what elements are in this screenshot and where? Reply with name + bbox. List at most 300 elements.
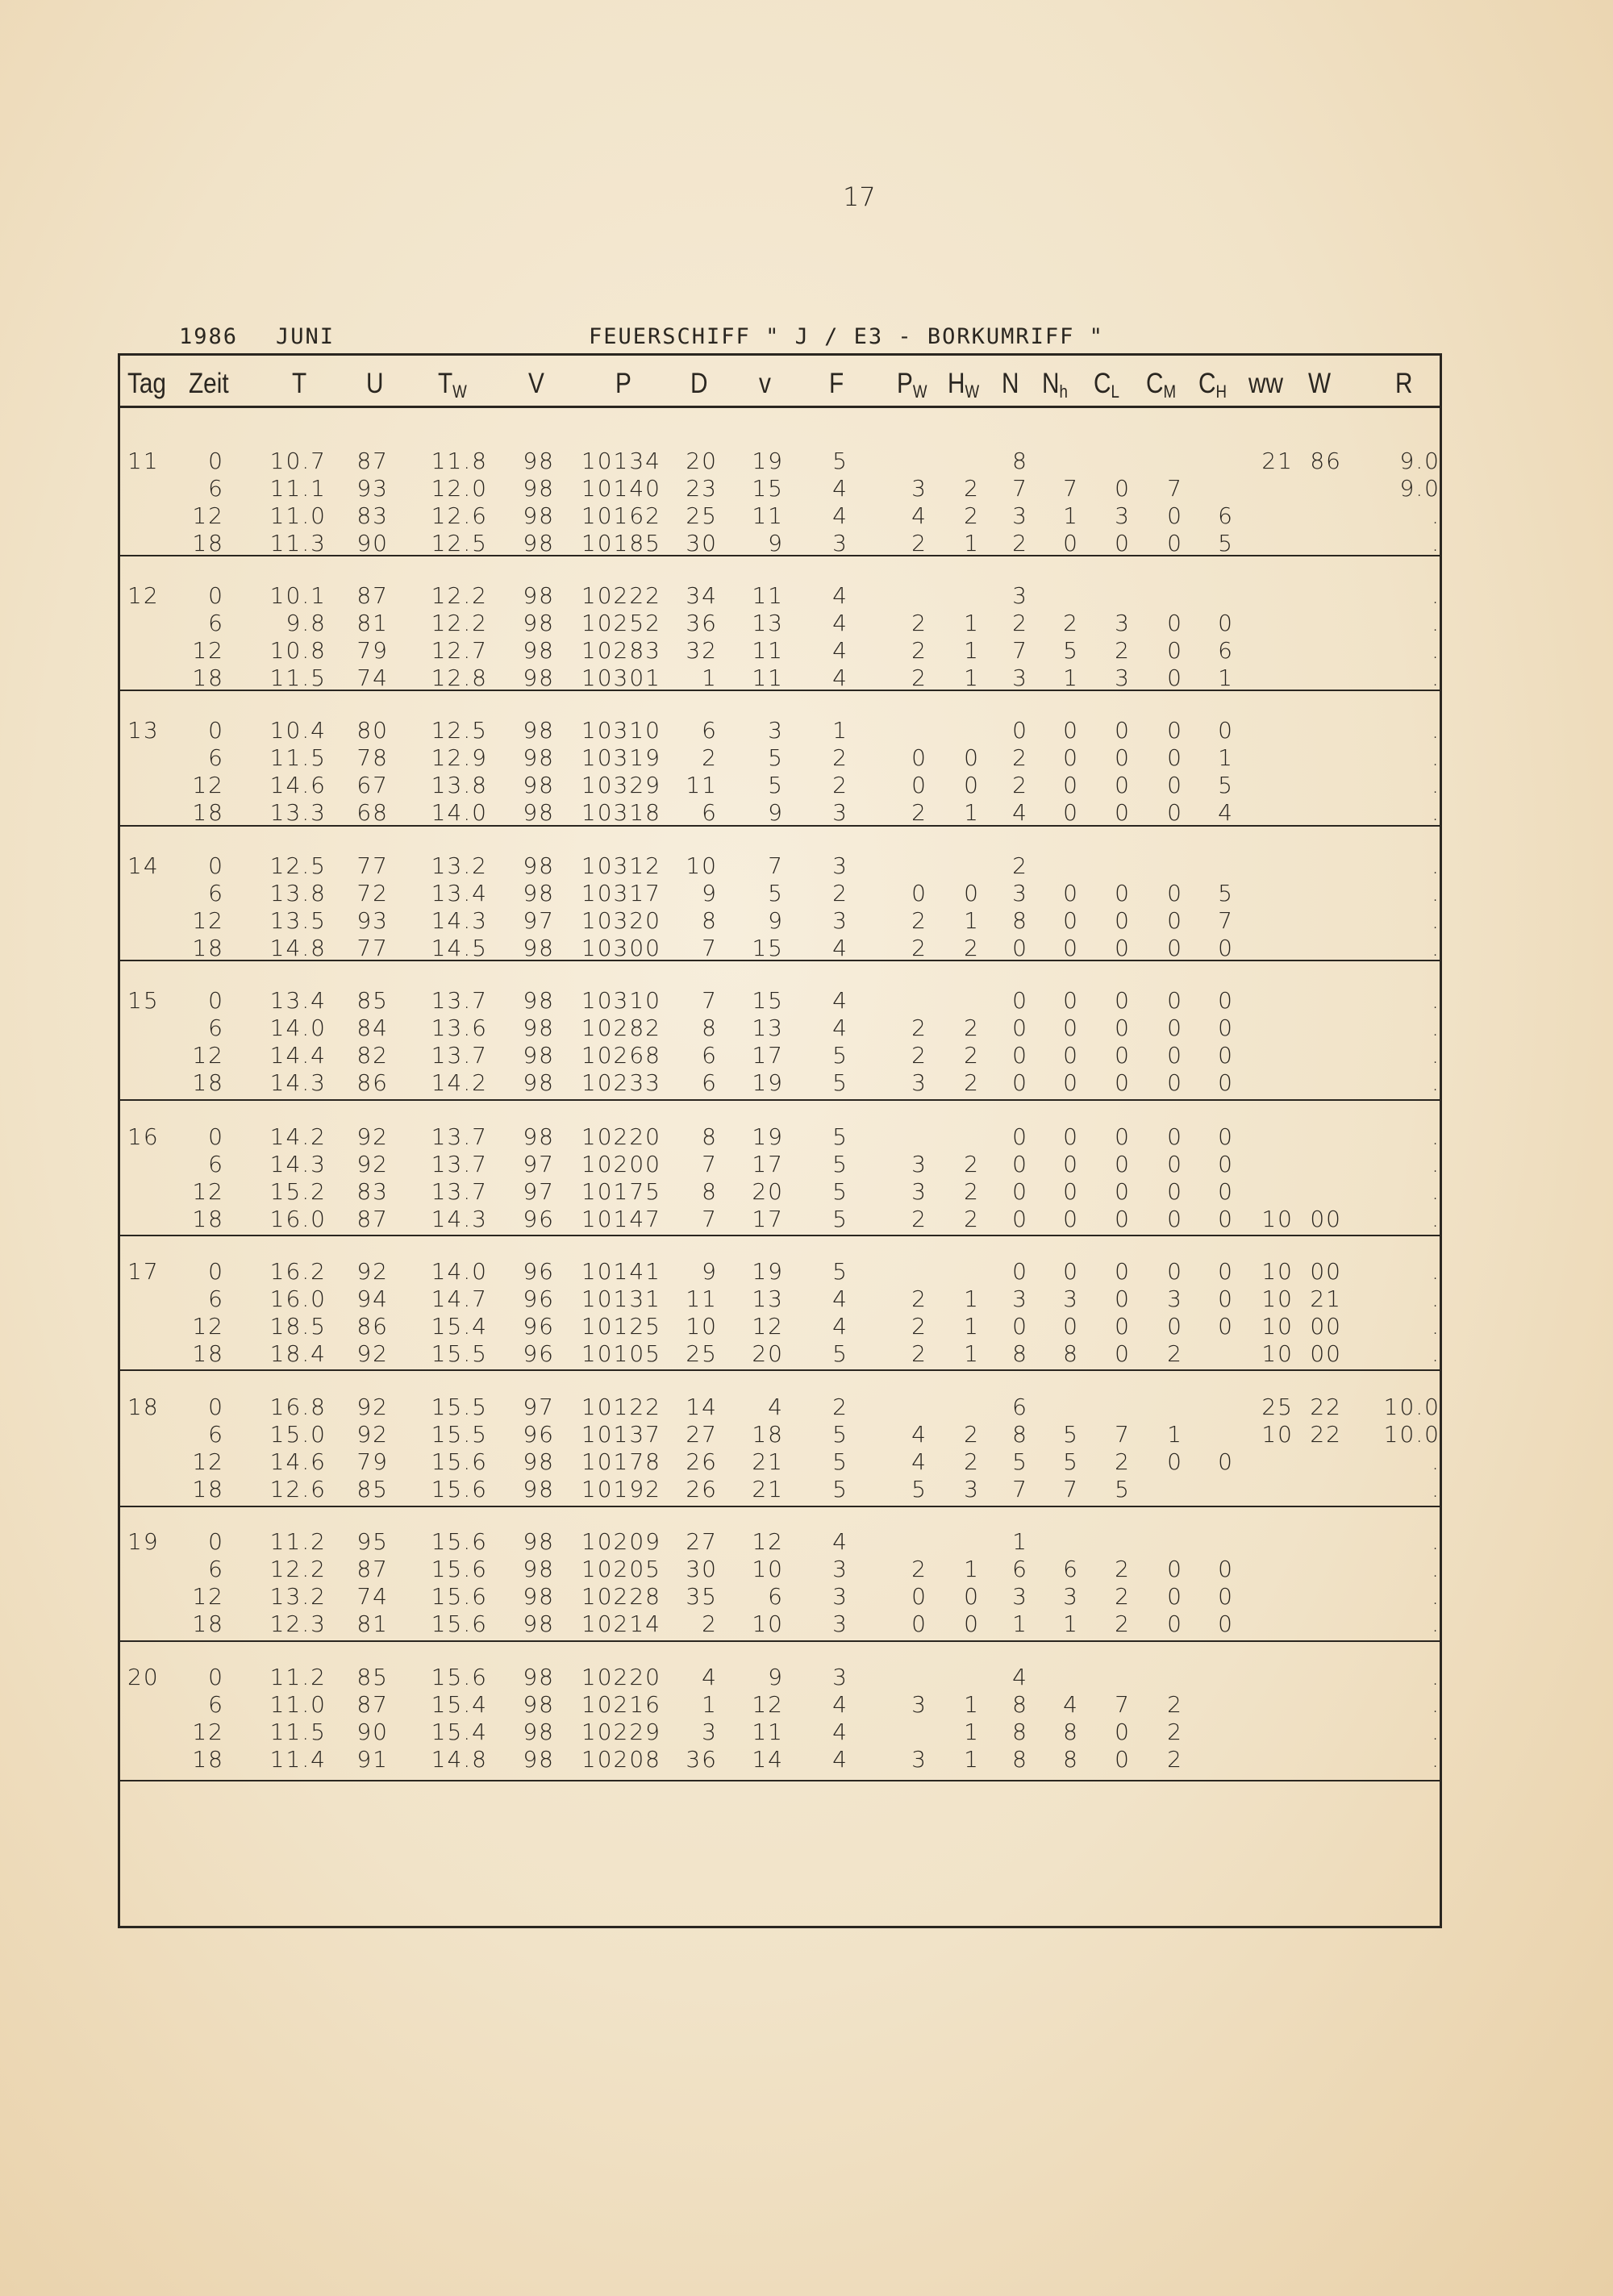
cell-v: 98	[523, 610, 555, 636]
cell-f: 5	[832, 1069, 848, 1096]
cell-cm: 0	[1167, 717, 1183, 744]
cell-pw: 4	[911, 502, 927, 529]
cell-ch: 0	[1218, 1206, 1234, 1232]
col-header-tw: $T_W$	[438, 368, 467, 402]
cell-pw: 0	[911, 772, 927, 798]
cell-cm: 1	[1167, 1421, 1183, 1448]
cell-p: 10162	[581, 502, 661, 529]
cell-f: 5	[832, 1178, 848, 1205]
cell-cm: 0	[1167, 665, 1183, 691]
cell-cm: 0	[1167, 744, 1183, 771]
cell-f: 2	[832, 1394, 848, 1420]
cell-d: 26	[686, 1448, 718, 1475]
cell-u: 67	[356, 772, 389, 798]
cell-pw: 4	[911, 1421, 927, 1448]
cell-v: 19	[752, 1123, 784, 1150]
cell-zeit: 0	[208, 987, 224, 1014]
cell-d: 11	[686, 1286, 718, 1312]
cell-u: 87	[356, 1206, 389, 1232]
cell-n: 1	[1012, 1528, 1028, 1555]
cell-nh: 1	[1063, 1611, 1079, 1637]
cell-v: 98	[523, 475, 555, 502]
cell-cm: 2	[1167, 1719, 1183, 1745]
cell-d: 7	[702, 1151, 718, 1177]
day-tag: 12	[127, 582, 160, 609]
cell-zeit: 6	[208, 1151, 224, 1177]
cell-v: 21	[752, 1448, 784, 1475]
cell-r: .	[1432, 1340, 1440, 1367]
cell-u: 84	[356, 1015, 389, 1041]
cell-nh: 8	[1063, 1340, 1079, 1367]
cell-hw: 0	[964, 744, 980, 771]
cell-d: 25	[686, 1340, 718, 1367]
cell-r: .	[1432, 582, 1440, 609]
cell-t: 16.8	[269, 1394, 327, 1420]
cell-cl: 0	[1115, 717, 1131, 744]
cell-hw: 2	[964, 502, 980, 529]
cell-n: 0	[1012, 1123, 1028, 1150]
cell-v: 4	[768, 1394, 784, 1420]
cell-r: .	[1432, 1476, 1440, 1502]
cell-v: 96	[523, 1286, 555, 1312]
cell-p: 10185	[581, 530, 661, 556]
cell-tw: 15.6	[431, 1611, 488, 1637]
cell-p: 10228	[581, 1583, 661, 1610]
cell-d: 6	[702, 799, 718, 826]
cell-w: 22	[1310, 1394, 1342, 1420]
cell-hw: 1	[964, 1556, 980, 1582]
cell-tw: 15.6	[431, 1476, 488, 1502]
cell-t: 13.5	[269, 907, 327, 934]
cell-zeit: 0	[208, 1258, 224, 1285]
cell-n: 8	[1012, 1746, 1028, 1773]
cell-f: 4	[832, 1719, 848, 1745]
cell-hw: 2	[964, 1421, 980, 1448]
cell-cl: 3	[1115, 665, 1131, 691]
cell-p: 10268	[581, 1042, 661, 1069]
cell-nh: 8	[1063, 1719, 1079, 1745]
cell-v: 98	[523, 1583, 555, 1610]
cell-tw: 15.6	[431, 1583, 488, 1610]
cell-v: 98	[523, 799, 555, 826]
cell-t: 14.4	[269, 1042, 327, 1069]
cell-tw: 14.8	[431, 1746, 488, 1773]
cell-zeit: 12	[192, 502, 224, 529]
cell-d: 8	[702, 907, 718, 934]
cell-v: 5	[768, 880, 784, 906]
cell-p: 10310	[581, 987, 661, 1014]
cell-u: 92	[356, 1394, 389, 1420]
cell-zeit: 6	[208, 610, 224, 636]
cell-cl: 0	[1115, 1015, 1131, 1041]
cell-p: 10252	[581, 610, 661, 636]
cell-v: 97	[523, 1178, 555, 1205]
cell-tw: 13.6	[431, 1015, 488, 1041]
day-separator	[118, 960, 1442, 961]
cell-v: 14	[752, 1746, 784, 1773]
cell-pw: 2	[911, 1206, 927, 1232]
cell-cm: 0	[1167, 1123, 1183, 1150]
cell-u: 87	[356, 448, 389, 474]
cell-v: 19	[752, 448, 784, 474]
cell-u: 85	[356, 987, 389, 1014]
day-separator	[118, 1369, 1442, 1371]
cell-hw: 2	[964, 1178, 980, 1205]
cell-r: .	[1432, 1015, 1440, 1041]
cell-u: 79	[356, 637, 389, 664]
cell-u: 74	[356, 1583, 389, 1610]
cell-zeit: 6	[208, 1286, 224, 1312]
cell-n: 2	[1012, 772, 1028, 798]
cell-nh: 0	[1063, 717, 1079, 744]
cell-v: 15	[752, 987, 784, 1014]
cell-cl: 0	[1115, 935, 1131, 961]
cell-cm: 0	[1167, 1151, 1183, 1177]
cell-tw: 13.7	[431, 1178, 488, 1205]
cell-v: 98	[523, 1556, 555, 1582]
cell-ch: 0	[1218, 1069, 1234, 1096]
cell-v: 15	[752, 935, 784, 961]
cell-cm: 0	[1167, 799, 1183, 826]
cell-v: 98	[523, 935, 555, 961]
cell-v: 98	[523, 530, 555, 556]
cell-r: .	[1432, 717, 1440, 744]
cell-n: 0	[1012, 1178, 1028, 1205]
cell-p: 10134	[581, 448, 661, 474]
cell-cm: 2	[1167, 1340, 1183, 1367]
cell-tw: 12.6	[431, 502, 488, 529]
cell-d: 8	[702, 1178, 718, 1205]
cell-v: 9	[768, 1664, 784, 1690]
day-separator	[118, 1780, 1442, 1781]
cell-nh: 0	[1063, 1178, 1079, 1205]
cell-f: 4	[832, 1286, 848, 1312]
cell-n: 6	[1012, 1556, 1028, 1582]
cell-d: 9	[702, 880, 718, 906]
cell-zeit: 12	[192, 1583, 224, 1610]
cell-pw: 2	[911, 610, 927, 636]
cell-f: 4	[832, 610, 848, 636]
cell-p: 10300	[581, 935, 661, 961]
cell-v: 17	[752, 1206, 784, 1232]
cell-v: 98	[523, 744, 555, 771]
cell-nh: 6	[1063, 1556, 1079, 1582]
cell-p: 10229	[581, 1719, 661, 1745]
cell-r: .	[1432, 1178, 1440, 1205]
cell-tw: 12.7	[431, 637, 488, 664]
cell-hw: 2	[964, 1151, 980, 1177]
cell-pw: 5	[911, 1476, 927, 1502]
cell-tw: 14.7	[431, 1286, 488, 1312]
cell-t: 13.8	[269, 880, 327, 906]
cell-pw: 2	[911, 665, 927, 691]
cell-ch: 0	[1218, 987, 1234, 1014]
cell-u: 74	[356, 665, 389, 691]
cell-t: 14.8	[269, 935, 327, 961]
cell-d: 9	[702, 1258, 718, 1285]
cell-p: 10200	[581, 1151, 661, 1177]
cell-r: .	[1432, 1528, 1440, 1555]
cell-cl: 0	[1115, 475, 1131, 502]
cell-v: 98	[523, 1664, 555, 1690]
cell-cm: 0	[1167, 772, 1183, 798]
cell-cl: 0	[1115, 1258, 1131, 1285]
day-tag: 19	[127, 1528, 160, 1555]
cell-n: 2	[1012, 744, 1028, 771]
cell-zeit: 0	[208, 1664, 224, 1690]
cell-ch: 0	[1218, 935, 1234, 961]
cell-v: 11	[752, 1719, 784, 1745]
cell-u: 77	[356, 935, 389, 961]
cell-r: .	[1432, 1206, 1440, 1232]
cell-n: 0	[1012, 935, 1028, 961]
cell-v: 13	[752, 610, 784, 636]
cell-t: 12.2	[269, 1556, 327, 1582]
cell-p: 10220	[581, 1123, 661, 1150]
cell-n: 8	[1012, 448, 1028, 474]
cell-v: 96	[523, 1313, 555, 1340]
cell-hw: 1	[964, 1691, 980, 1718]
cell-u: 87	[356, 582, 389, 609]
cell-f: 4	[832, 637, 848, 664]
cell-tw: 13.7	[431, 1042, 488, 1069]
cell-n: 0	[1012, 987, 1028, 1014]
cell-d: 10	[686, 1313, 718, 1340]
cell-ch: 7	[1218, 907, 1234, 934]
cell-r: .	[1432, 1042, 1440, 1069]
cell-p: 10141	[581, 1258, 661, 1285]
cell-cl: 3	[1115, 610, 1131, 636]
cell-f: 4	[832, 1015, 848, 1041]
cell-r: .	[1432, 1664, 1440, 1690]
cell-t: 16.0	[269, 1286, 327, 1312]
cell-v: 97	[523, 907, 555, 934]
col-header-pw: $P_W$	[897, 368, 927, 402]
cell-tw: 13.7	[431, 1123, 488, 1150]
cell-tw: 13.7	[431, 987, 488, 1014]
cell-r: .	[1432, 1151, 1440, 1177]
cell-zeit: 12	[192, 1719, 224, 1745]
cell-u: 78	[356, 744, 389, 771]
cell-cm: 0	[1167, 1015, 1183, 1041]
cell-tw: 14.3	[431, 1206, 488, 1232]
cell-n: 7	[1012, 1476, 1028, 1502]
cell-zeit: 0	[208, 582, 224, 609]
cell-v: 11	[752, 665, 784, 691]
cell-hw: 0	[964, 1611, 980, 1637]
cell-n: 8	[1012, 907, 1028, 934]
cell-tw: 15.6	[431, 1528, 488, 1555]
cell-nh: 8	[1063, 1746, 1079, 1773]
cell-ch: 0	[1218, 1151, 1234, 1177]
cell-n: 3	[1012, 1583, 1028, 1610]
cell-zeit: 18	[192, 1611, 224, 1637]
cell-v: 11	[752, 502, 784, 529]
cell-n: 0	[1012, 717, 1028, 744]
cell-zeit: 6	[208, 880, 224, 906]
cell-u: 87	[356, 1556, 389, 1582]
cell-u: 94	[356, 1286, 389, 1312]
cell-f: 4	[832, 1313, 848, 1340]
cell-r: 9.0	[1399, 448, 1440, 474]
cell-d: 30	[686, 1556, 718, 1582]
cell-pw: 2	[911, 637, 927, 664]
cell-f: 5	[832, 1340, 848, 1367]
cell-cm: 0	[1167, 1556, 1183, 1582]
cell-ch: 6	[1218, 502, 1234, 529]
cell-p: 10192	[581, 1476, 661, 1502]
cell-tw: 13.4	[431, 880, 488, 906]
cell-p: 10320	[581, 907, 661, 934]
cell-r: .	[1432, 1719, 1440, 1745]
cell-d: 36	[686, 610, 718, 636]
col-header-u: U	[366, 368, 384, 399]
cell-zeit: 0	[208, 852, 224, 879]
cell-u: 85	[356, 1476, 389, 1502]
cell-r: .	[1432, 907, 1440, 934]
cell-cl: 0	[1115, 1340, 1131, 1367]
cell-pw: 2	[911, 935, 927, 961]
cell-t: 10.4	[269, 717, 327, 744]
cell-u: 93	[356, 907, 389, 934]
cell-tw: 15.6	[431, 1448, 488, 1475]
cell-cl: 0	[1115, 880, 1131, 906]
cell-t: 11.1	[269, 475, 327, 502]
cell-n: 3	[1012, 502, 1028, 529]
col-header-ch: $C_H$	[1198, 368, 1227, 402]
cell-hw: 1	[964, 530, 980, 556]
cell-f: 3	[832, 1583, 848, 1610]
cell-n: 1	[1012, 1611, 1028, 1637]
header-month: JUNI	[276, 324, 336, 349]
cell-n: 0	[1012, 1151, 1028, 1177]
cell-v: 97	[523, 1394, 555, 1420]
cell-v: 98	[523, 1746, 555, 1773]
cell-v: 12	[752, 1313, 784, 1340]
cell-pw: 0	[911, 1611, 927, 1637]
cell-n: 8	[1012, 1340, 1028, 1367]
cell-pw: 2	[911, 1042, 927, 1069]
cell-u: 92	[356, 1421, 389, 1448]
cell-hw: 2	[964, 1069, 980, 1096]
cell-n: 8	[1012, 1691, 1028, 1718]
cell-t: 13.4	[269, 987, 327, 1014]
cell-f: 3	[832, 852, 848, 879]
cell-f: 4	[832, 1746, 848, 1773]
cell-ww: 10	[1261, 1421, 1294, 1448]
cell-cl: 0	[1115, 1286, 1131, 1312]
cell-cl: 7	[1115, 1691, 1131, 1718]
cell-ch: 4	[1218, 799, 1234, 826]
cell-u: 68	[356, 799, 389, 826]
cell-n: 5	[1012, 1448, 1028, 1475]
cell-cm: 0	[1167, 907, 1183, 934]
cell-zeit: 12	[192, 772, 224, 798]
cell-hw: 1	[964, 1340, 980, 1367]
col-header-n: N	[1002, 368, 1019, 399]
cell-v: 98	[523, 1691, 555, 1718]
cell-nh: 0	[1063, 935, 1079, 961]
cell-n: 2	[1012, 610, 1028, 636]
cell-p: 10105	[581, 1340, 661, 1367]
col-header-tag: Tag	[127, 368, 166, 399]
cell-cl: 0	[1115, 1178, 1131, 1205]
cell-pw: 2	[911, 1286, 927, 1312]
cell-cl: 2	[1115, 1556, 1131, 1582]
cell-t: 13.2	[269, 1583, 327, 1610]
cell-hw: 0	[964, 772, 980, 798]
cell-pw: 4	[911, 1448, 927, 1475]
cell-n: 3	[1012, 665, 1028, 691]
cell-ch: 6	[1218, 637, 1234, 664]
cell-n: 4	[1012, 1664, 1028, 1690]
cell-v: 19	[752, 1258, 784, 1285]
cell-tw: 15.4	[431, 1691, 488, 1718]
cell-v: 98	[523, 987, 555, 1014]
cell-cl: 0	[1115, 530, 1131, 556]
cell-v: 98	[523, 1123, 555, 1150]
cell-d: 1	[702, 665, 718, 691]
cell-ch: 0	[1218, 1448, 1234, 1475]
cell-cl: 2	[1115, 1448, 1131, 1475]
cell-ch: 0	[1218, 1313, 1234, 1340]
cell-t: 9.8	[286, 610, 327, 636]
cell-p: 10178	[581, 1448, 661, 1475]
cell-v: 98	[523, 1042, 555, 1069]
day-tag: 13	[127, 717, 160, 744]
cell-nh: 0	[1063, 1015, 1079, 1041]
cell-v: 97	[523, 1151, 555, 1177]
col-header-r: R	[1395, 368, 1413, 399]
cell-v: 5	[768, 744, 784, 771]
cell-pw: 3	[911, 1746, 927, 1773]
cell-pw: 2	[911, 799, 927, 826]
cell-n: 8	[1012, 1421, 1028, 1448]
cell-f: 4	[832, 1691, 848, 1718]
cell-ww: 10	[1261, 1258, 1294, 1285]
cell-p: 10283	[581, 637, 661, 664]
header-year: 1986	[179, 324, 239, 349]
cell-cm: 7	[1167, 475, 1183, 502]
cell-v: 98	[523, 717, 555, 744]
cell-hw: 1	[964, 1286, 980, 1312]
cell-tw: 13.2	[431, 852, 488, 879]
cell-ch: 5	[1218, 880, 1234, 906]
cell-pw: 3	[911, 1178, 927, 1205]
cell-v: 9	[768, 907, 784, 934]
cell-zeit: 18	[192, 1476, 224, 1502]
cell-zeit: 6	[208, 1015, 224, 1041]
cell-cl: 0	[1115, 1746, 1131, 1773]
cell-d: 1	[702, 1691, 718, 1718]
cell-u: 92	[356, 1123, 389, 1150]
cell-pw: 2	[911, 1313, 927, 1340]
cell-u: 93	[356, 475, 389, 502]
cell-ch: 0	[1218, 717, 1234, 744]
day-tag: 16	[127, 1123, 160, 1150]
cell-d: 35	[686, 1583, 718, 1610]
cell-zeit: 0	[208, 1394, 224, 1420]
cell-w: 00	[1310, 1340, 1342, 1367]
header-station: FEUERSCHIFF " J / E3 - BORKUMRIFF "	[589, 324, 1104, 349]
cell-p: 10216	[581, 1691, 661, 1718]
cell-nh: 7	[1063, 1476, 1079, 1502]
cell-hw: 1	[964, 907, 980, 934]
cell-u: 87	[356, 1691, 389, 1718]
cell-zeit: 6	[208, 744, 224, 771]
cell-w: 21	[1310, 1286, 1342, 1312]
cell-hw: 1	[964, 1313, 980, 1340]
